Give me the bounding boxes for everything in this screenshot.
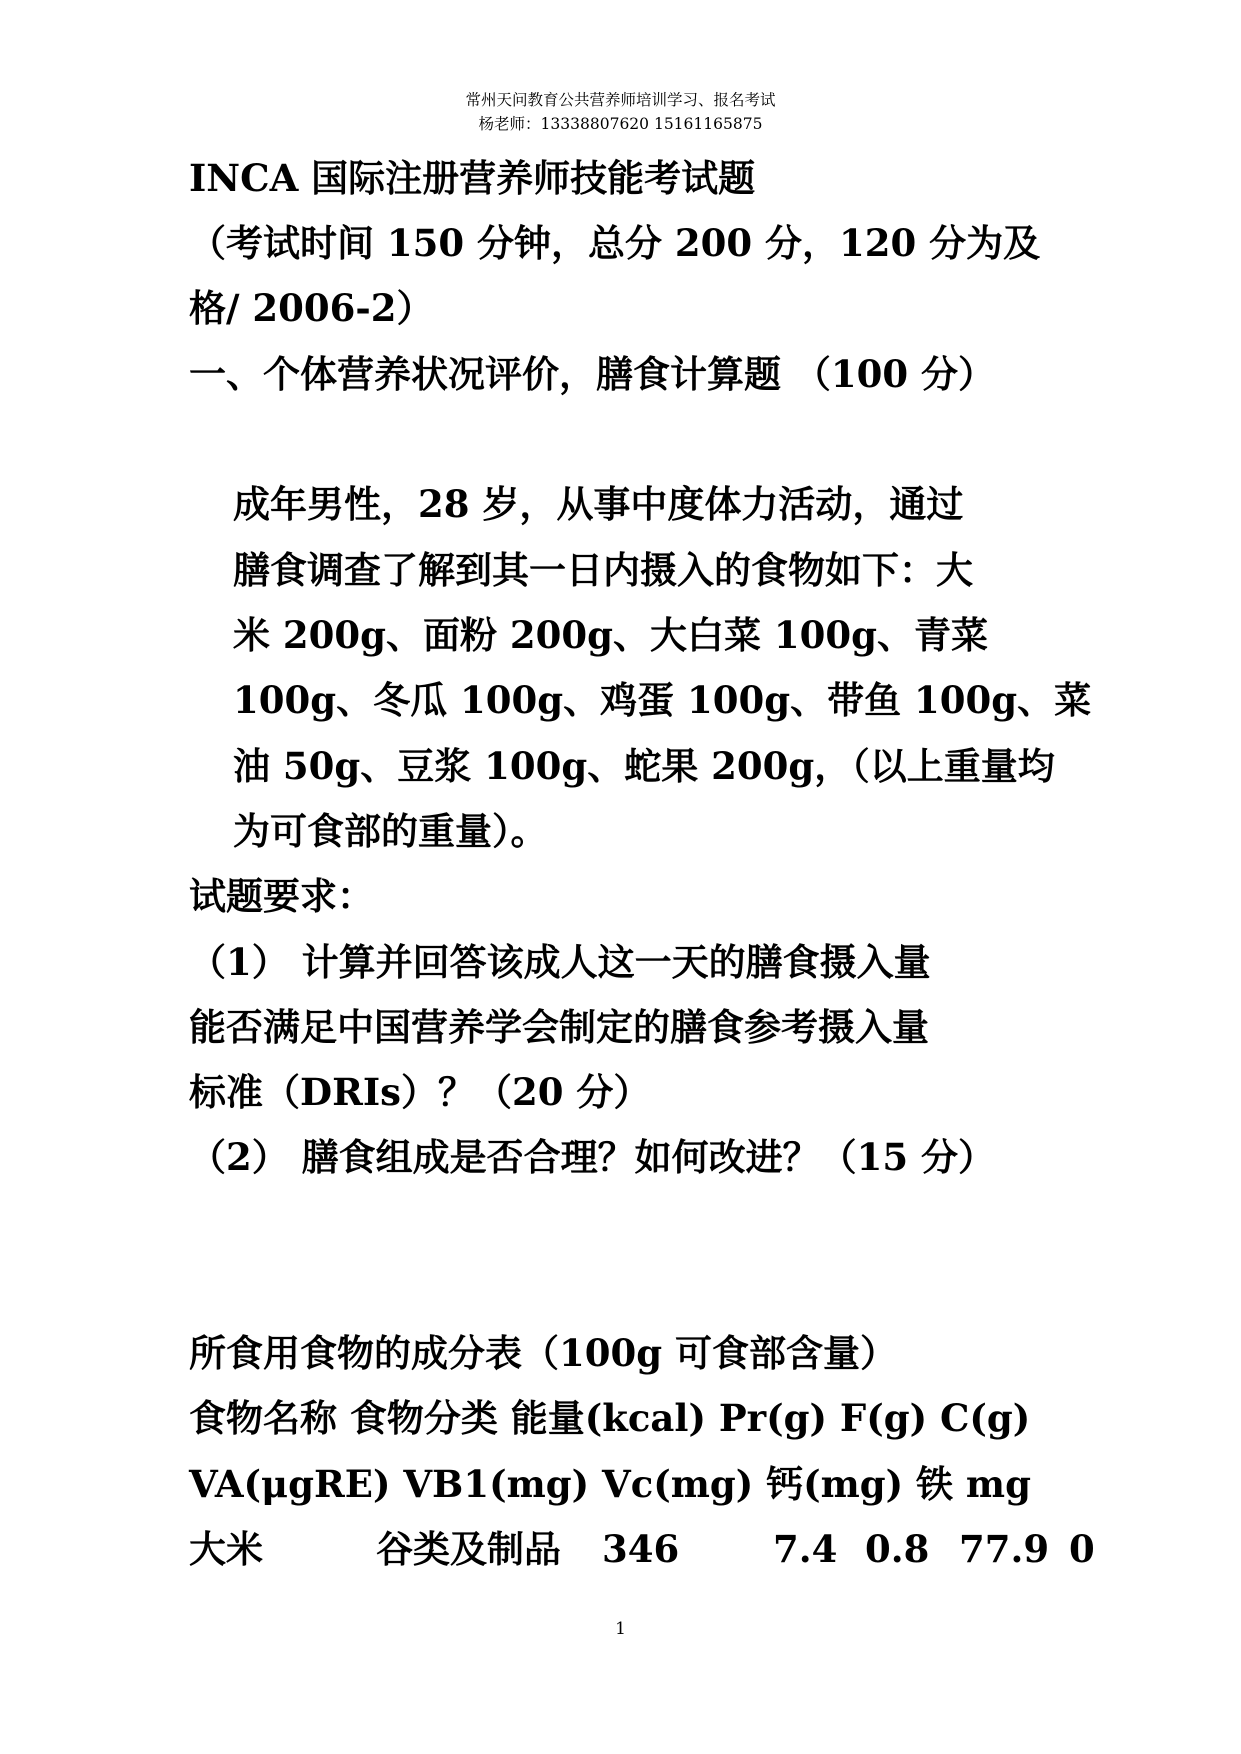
cell-food-name: 大米 bbox=[189, 1527, 263, 1571]
question-1-line-3: 标准（DRIs）？（20 分） bbox=[189, 1070, 651, 1114]
cell-vitamin-a: 0 bbox=[1069, 1527, 1095, 1571]
cell-food-category: 谷类及制品 bbox=[376, 1527, 561, 1571]
case-line-3: 米 200g、面粉 200g、大白菜 100g、青菜 bbox=[233, 613, 988, 657]
header-line-1: 常州天问教育公共营养师培训学习、报名考试 bbox=[465, 91, 776, 109]
document-title: INCA 国际注册营养师技能考试题 bbox=[189, 156, 756, 200]
table-row bbox=[189, 1525, 1095, 1573]
cell-energy: 346 bbox=[602, 1527, 680, 1571]
table-caption: 所食用食物的成分表（100g 可食部含量） bbox=[189, 1331, 897, 1375]
question-2: （2） 膳食组成是否合理？如何改进？（15 分） bbox=[189, 1135, 995, 1179]
case-line-2: 膳食调查了解到其一日内摄入的食物如下：大 bbox=[233, 548, 973, 592]
question-1-line-2: 能否满足中国营养学会制定的膳食参考摄入量 bbox=[189, 1005, 929, 1049]
question-1-line-1: （1） 计算并回答该成人这一天的膳食摄入量 bbox=[189, 940, 931, 984]
exam-info-line-2: 格/ 2006-2） bbox=[189, 286, 434, 330]
section-1-heading: 一、个体营养状况评价，膳食计算题 （100 分） bbox=[189, 352, 995, 396]
requirements-label: 试题要求： bbox=[189, 874, 374, 918]
case-line-1: 成年男性，28 岁，从事中度体力活动，通过 bbox=[233, 482, 964, 526]
cell-carbohydrate: 77.9 bbox=[959, 1527, 1050, 1571]
case-line-4: 100g、冬瓜 100g、鸡蛋 100g、带鱼 100g、菜 bbox=[233, 678, 1092, 722]
table-header-line-1: 食物名称 食物分类 能量(kcal) Pr(g) F(g) C(g) bbox=[189, 1396, 1031, 1440]
page-number: 1 bbox=[615, 1619, 626, 1639]
exam-info-line-1: （考试时间 150 分钟，总分 200 分，120 分为及 bbox=[189, 221, 1041, 265]
cell-fat: 0.8 bbox=[865, 1527, 930, 1571]
cell-protein: 7.4 bbox=[773, 1527, 838, 1571]
table-header-line-2: VA(μgRE) VB1(mg) Vc(mg) 钙(mg) 铁 mg bbox=[189, 1462, 1031, 1506]
case-line-5: 油 50g、豆浆 100g、蛇果 200g，（以上重量均 bbox=[233, 744, 1055, 788]
header-line-2: 杨老师：13338807620 15161165875 bbox=[478, 115, 763, 133]
case-line-6: 为可食部的重量）。 bbox=[233, 809, 548, 853]
